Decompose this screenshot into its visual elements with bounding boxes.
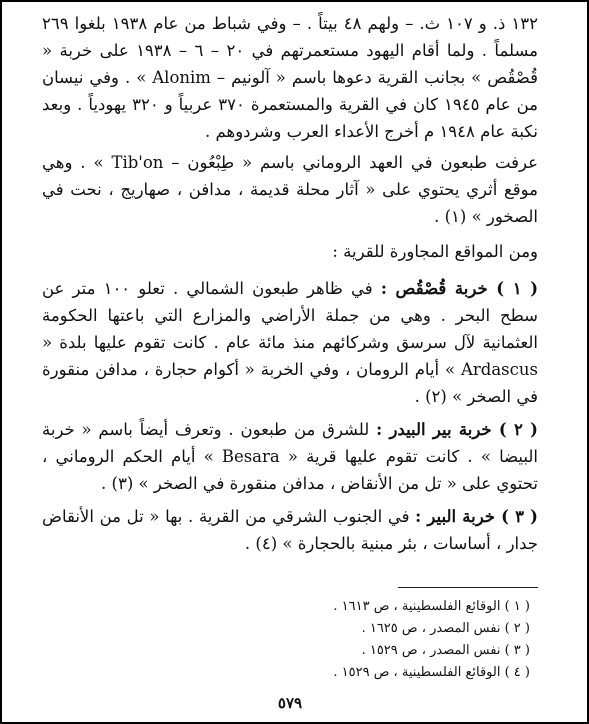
site-qusqus-text: في ظاهر طبعون الشمالي . تعلو ١٠٠ متر عن سطح البحر . وهي من جملة الأراضي والمزارع التي باعتها الحكومة العثمانية لآل سرسق وشركائهم منذ مائة عام . كانت تقوم عليها بلدة « Ardascus » أيام الرومان ، وفي الخربة « أكوام حجارة ، مدافن منقورة في الصخر » (٢) .	[42, 279, 538, 406]
site-al-bir-heading: ( ٣ ) خربة البير :	[415, 507, 538, 526]
footnote-separator	[398, 587, 538, 588]
paragraph-site-qusqus	[42, 275, 538, 410]
site-qusqus-heading: ( ١ ) خربة قُصْقُص :	[380, 279, 539, 298]
page-number: ٥٧٩	[277, 694, 303, 712]
site-al-bir-text: في الجنوب الشرقي من القرية . بها « تل من الأنقاض جدار ، أساسات ، بئر مبنية بالحجارة » (٤) .	[42, 507, 538, 553]
footnote-3: ( ٣ ) نفس المصدر ، ص ١٥٢٩ .	[361, 643, 530, 658]
site-bir-al-baydar-heading: ( ٢ ) خربة بير البيدر :	[376, 420, 538, 439]
site-bir-al-baydar-text: للشرق من طبعون . وتعرف أيضاً باسم « خربة البيضا » . كانت تقوم عليها قرية « Besara » أيام الحكم الروماني ، تحتوي على « تل من الأنقاض ، مدافن منقورة في الصخر » (٣) .	[42, 420, 538, 493]
footnote-2: ( ٢ ) نفس المصدر ، ص ١٦٢٥ .	[361, 621, 530, 636]
paragraph-population: ١٣٢ ذ. و ١٠٧ ث. – ولهم ٤٨ بيتاً . – وفي شباط من عام ١٩٣٨ بلغوا ٢٦٩ مسلماً . ولما أقام اليهود مستعمرتهم في ٢٠ – ٦ – ١٩٣٨ على خربة « قُصْقُص » بجانب القرية دعوها باسم « آلونيم – Alonim » . وفي نيسان من عام ١٩٤٥ كان في القرية والمستعمرة ٣٧٠ عربياً و ٣٢٠ يهودياً . وبعد نكبة عام ١٩٤٨ م أخرج الأعداء العرب وشردوهم .	[42, 14, 539, 141]
paragraph-nearby-sites-intro: ومن المواقع المجاورة للقرية :	[332, 242, 538, 261]
page-body	[42, 10, 538, 717]
paragraph-site-al-bir	[42, 503, 538, 557]
paragraph-site-bir-al-baydar	[42, 416, 538, 497]
footnote-1: ( ١ ) الوقائع الفلسطينية ، ص ١٦١٣ .	[333, 599, 530, 614]
paragraph-roman-name: عرفت طبعون في العهد الروماني باسم « طِبْعُون – Tib'on » . وهي موقع أثري يحتوي على « آثار محلة قديمة ، مدافن ، صهاريج ، نحت في الصخور » (١) .	[42, 153, 539, 226]
footnote-4: ( ٤ ) الوقائع الفلسطينية ، ص ١٥٢٩ .	[333, 665, 530, 680]
